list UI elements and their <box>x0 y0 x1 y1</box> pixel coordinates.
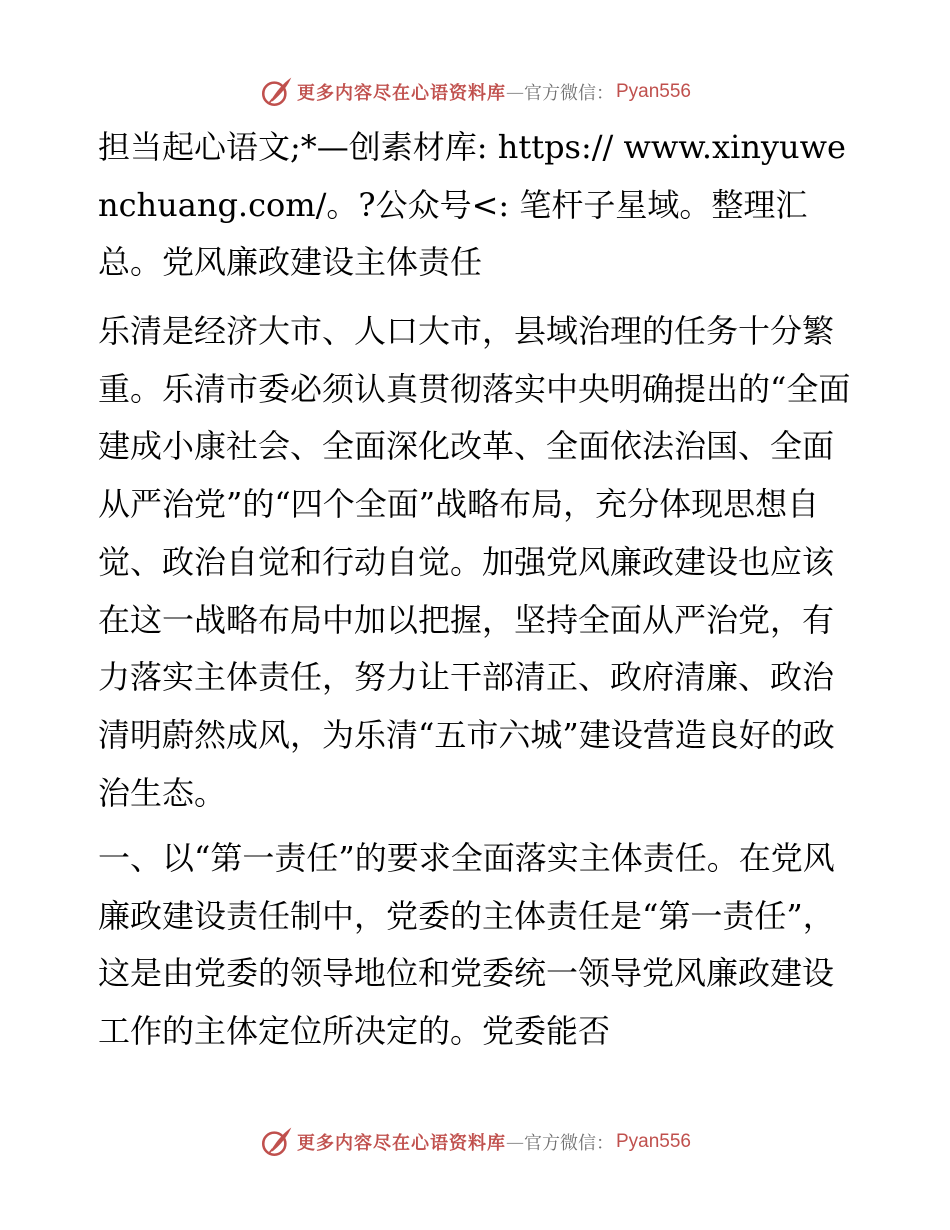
banner-brand-text: 更多内容尽在心语资料库 <box>296 83 506 104</box>
banner-separator: — <box>505 1131 524 1153</box>
quill-pen-logo-icon <box>259 75 293 109</box>
footer-banner <box>0 1122 950 1162</box>
banner-brand-text: 更多内容尽在心语资料库 <box>296 1133 506 1154</box>
body-paragraph-2: 一、以“第一责任”的要求全面落实主体责任。在党风廉政建设责任制中，党委的主体责任是“第一责任”，这是由党委的领导地位和党委统一领导党风廉政建设工作的主体定位所决定的。党委能否 <box>98 839 835 1051</box>
banner-contact-label: 官方微信： <box>523 1133 614 1154</box>
header-banner <box>0 72 950 112</box>
quill-pen-logo-icon <box>259 1125 293 1159</box>
banner-contact-id: Pyan556 <box>615 81 691 102</box>
body-paragraph-1: 乐清是经济大市、人口大市，县域治理的任务十分繁重。乐清市委必须认真贯彻落实中央明确提出的“全面建成小康社会、全面深化改革、全面依法治国、全面从严治党”的“四个全面”战略布局，充分体现思想自觉、政治自觉和行动自觉。加强党风廉政建设也应该在这一战略布局中加以把握，坚持全面从严治党，有力落实主体责任，努力让干部清正、政府清廉、政治清明蔚然成风，为乐清“五市六城”建设营造良好的政治生态。 <box>98 312 851 812</box>
banner-contact-id: Pyan556 <box>615 1131 691 1152</box>
banner-contact-label: 官方微信： <box>523 83 614 104</box>
intro-paragraph: 担当起心语文;*—创素材库: https:// www.xinyuwenchuang.com/。?公众号<: 笔杆子星域。整理汇总。党风廉政建设主体责任 <box>98 128 846 282</box>
banner-separator: — <box>505 81 524 103</box>
